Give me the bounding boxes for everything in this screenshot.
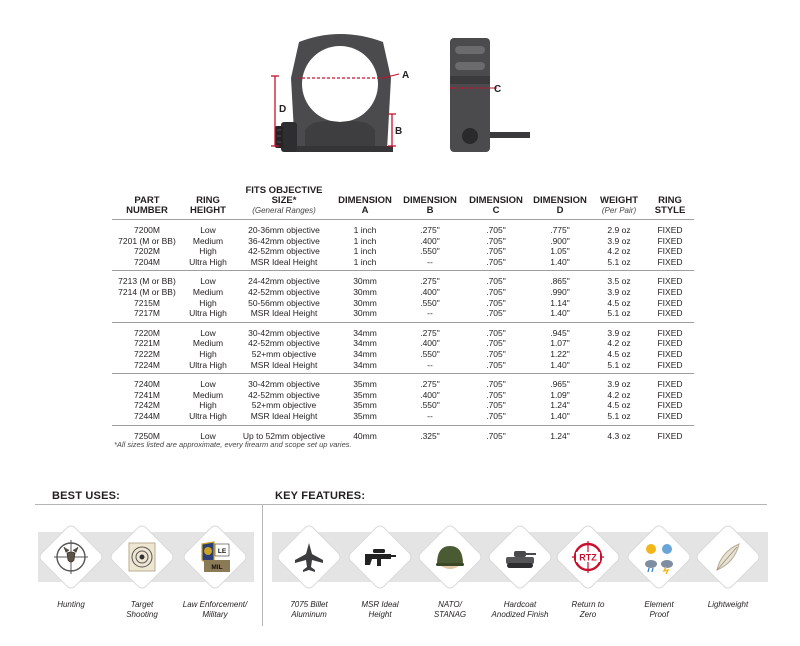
- table-cell: .705": [486, 359, 506, 370]
- table-cell: 3.9 oz: [592, 322, 646, 338]
- table-cell: .705": [486, 348, 506, 359]
- table-row: [112, 308, 694, 322]
- ring-front-view: [275, 34, 393, 152]
- table-cell: 35mm: [353, 389, 377, 400]
- table-cell: 30mm: [334, 271, 396, 287]
- column-header-title: DIMENSION B: [403, 195, 457, 216]
- table-cell: FIXED: [657, 286, 683, 297]
- table-cell: 7241M: [134, 389, 160, 400]
- table-cell: 7244M: [134, 410, 160, 421]
- table-cell: .275": [396, 322, 464, 338]
- table-cell: 7224M: [134, 359, 160, 370]
- table-cell: 1.40": [550, 256, 570, 267]
- table-cell: 42-52mm objective: [248, 338, 320, 349]
- table-cell: MSR Ideal Height: [250, 359, 318, 370]
- table-cell: .705": [486, 410, 506, 421]
- table-cell: 7240M: [112, 374, 182, 390]
- table-cell: .400": [420, 389, 440, 400]
- table-cell: 3.5 oz: [592, 271, 646, 287]
- column-header: [592, 186, 646, 220]
- table-cell: 34mm: [353, 348, 377, 359]
- table-cell: 4.2 oz: [607, 246, 631, 257]
- table-cell: 5.1 oz: [607, 308, 631, 319]
- table-footnote: *All sizes listed are approximate, every firearm and scope set up varies.: [114, 440, 352, 449]
- table-cell: High: [199, 348, 217, 359]
- table-cell: .705": [486, 308, 506, 319]
- table-cell: 7202M: [134, 246, 160, 257]
- column-header: [234, 186, 334, 220]
- table-cell: --: [427, 308, 433, 319]
- table-cell: Ultra High: [189, 308, 227, 319]
- table-cell: 1.07": [550, 338, 570, 349]
- scope-ring-diagram: [255, 18, 545, 168]
- badge-label: Law Enforcement/ Military: [182, 600, 248, 619]
- table-cell: .705": [464, 374, 528, 390]
- table-cell: High: [199, 400, 217, 411]
- table-cell: MSR Ideal Height: [250, 256, 318, 267]
- table-cell: .550": [420, 348, 440, 359]
- table-cell: 7220M: [112, 322, 182, 338]
- table-cell: .705": [464, 322, 528, 338]
- table-cell: 1 inch: [353, 246, 377, 257]
- table-cell: .400": [420, 338, 440, 349]
- jet-label: 7075 Billet Aluminum: [290, 600, 328, 619]
- table-cell: 30-42mm objective: [234, 322, 334, 338]
- helmet-label: NATO/ STANAG: [433, 600, 467, 619]
- table-cell: 7222M: [134, 348, 160, 359]
- dimension-c-label: C: [494, 84, 502, 95]
- ring-spec-table: [112, 186, 694, 444]
- column-header-title: RING HEIGHT: [190, 195, 226, 216]
- best-uses-title: BEST USES:: [52, 490, 121, 502]
- table-row: [112, 400, 694, 411]
- target-icon: [124, 539, 160, 575]
- table-row: [112, 360, 694, 374]
- table-cell: Low: [182, 271, 234, 287]
- table-cell: 52+mm objective: [251, 348, 317, 359]
- table-cell: FIXED: [657, 235, 683, 246]
- table-cell: .705": [464, 425, 528, 444]
- table-cell: --: [427, 410, 433, 421]
- tank-label: Hardcoat Anodized Finish: [491, 600, 549, 619]
- table-cell: 35mm: [334, 374, 396, 390]
- dimension-a-label: A: [402, 70, 410, 81]
- table-cell: 7213 (M or BB): [112, 271, 182, 287]
- table-cell: 1.24": [550, 400, 570, 411]
- table-cell: FIXED: [646, 425, 694, 444]
- table-row: [112, 287, 694, 298]
- table-cell: 42-52mm objective: [248, 286, 320, 297]
- table-cell: FIXED: [646, 374, 694, 390]
- key-features-title: KEY FEATURES:: [275, 490, 366, 502]
- table-cell: MSR Ideal Height: [250, 410, 318, 421]
- table-cell: Low: [182, 374, 234, 390]
- table-cell: 4.2 oz: [607, 389, 631, 400]
- table-cell: .705": [464, 220, 528, 236]
- tank-icon: [502, 539, 538, 575]
- column-header-title: DIMENSION A: [338, 195, 392, 216]
- table-cell: FIXED: [657, 400, 683, 411]
- table-cell: 50-56mm objective: [248, 297, 320, 308]
- table-cell: .945": [528, 322, 592, 338]
- table-cell: 3.9 oz: [607, 235, 631, 246]
- best-uses-rule: [35, 504, 262, 505]
- table-cell: .990": [550, 286, 570, 297]
- column-header-title: DIMENSION D: [533, 195, 587, 216]
- table-cell: --: [427, 256, 433, 267]
- table-cell: 1.40": [550, 359, 570, 370]
- feather-label: Lightweight: [707, 600, 749, 609]
- table-cell: .865": [528, 271, 592, 287]
- table-cell: .705": [486, 235, 506, 246]
- column-header: [334, 186, 396, 220]
- table-cell: .550": [420, 400, 440, 411]
- table-cell: 52+mm objective: [251, 400, 317, 411]
- table-cell: 30mm: [353, 297, 377, 308]
- column-header: [182, 186, 234, 220]
- table-cell: 2.9 oz: [592, 220, 646, 236]
- table-cell: 1.24": [528, 425, 592, 444]
- helmet-icon: [432, 539, 468, 575]
- table-cell: 4.5 oz: [607, 400, 631, 411]
- table-cell: 30mm: [353, 286, 377, 297]
- table-cell: MSR Ideal Height: [250, 308, 318, 319]
- table-cell: 7215M: [134, 297, 160, 308]
- table-cell: 1.22": [550, 348, 570, 359]
- ring-side-view: [450, 38, 530, 152]
- table-cell: 5.1 oz: [607, 359, 631, 370]
- table-cell: FIXED: [646, 322, 694, 338]
- table-cell: FIXED: [657, 389, 683, 400]
- table-row: [112, 257, 694, 271]
- column-header: [112, 186, 182, 220]
- deer-crosshair-label: Hunting: [57, 600, 85, 609]
- table-cell: .705": [486, 338, 506, 349]
- table-cell: 7204M: [134, 256, 160, 267]
- target-label: Target Shooting: [126, 600, 158, 619]
- key-features-rule: [262, 504, 767, 505]
- table-cell: 4.2 oz: [607, 338, 631, 349]
- table-cell: .705": [486, 246, 506, 257]
- table-cell: FIXED: [657, 246, 683, 257]
- table-row: [112, 271, 694, 287]
- table-cell: .775": [528, 220, 592, 236]
- weather-label: Element Proof: [644, 600, 674, 619]
- table-cell: Up to 52mm objective: [234, 425, 334, 444]
- spec-table-header: [112, 186, 694, 220]
- table-cell: 7214 (M or BB): [118, 286, 176, 297]
- table-cell: FIXED: [657, 359, 683, 370]
- table-cell: 1 inch: [353, 256, 377, 267]
- table-cell: Ultra High: [189, 256, 227, 267]
- rtz-label: Return to Zero: [571, 600, 605, 619]
- svg-text:MIL: MIL: [211, 564, 223, 571]
- feather-icon: [710, 539, 746, 575]
- rifle-label: MSR Ideal Height: [361, 600, 399, 619]
- table-cell: --: [427, 359, 433, 370]
- table-row: [112, 246, 694, 257]
- table-cell: .705": [486, 286, 506, 297]
- table-cell: 36-42mm objective: [248, 235, 320, 246]
- table-cell: 34mm: [353, 338, 377, 349]
- table-cell: 1.05": [550, 246, 570, 257]
- table-cell: .705": [464, 271, 528, 287]
- column-header-title: DIMENSION C: [469, 195, 523, 216]
- column-header-subtitle: (Per Pair): [601, 206, 637, 215]
- table-cell: .275": [396, 374, 464, 390]
- table-cell: 3.9 oz: [607, 286, 631, 297]
- table-cell: 20-36mm objective: [234, 220, 334, 236]
- table-cell: .275": [396, 220, 464, 236]
- column-header: [528, 186, 592, 220]
- table-cell: FIXED: [657, 256, 683, 267]
- table-cell: 4.5 oz: [607, 348, 631, 359]
- table-cell: 4.3 oz: [592, 425, 646, 444]
- spec-table-body: [112, 220, 694, 445]
- table-cell: FIXED: [646, 220, 694, 236]
- table-row: [112, 322, 694, 338]
- table-cell: 42-52mm objective: [248, 246, 320, 257]
- table-cell: High: [199, 246, 217, 257]
- table-cell: FIXED: [657, 348, 683, 359]
- table-cell: 1.09": [550, 389, 570, 400]
- table-cell: Medium: [192, 235, 224, 246]
- table-cell: 1.40": [550, 308, 570, 319]
- weather-icon: [641, 539, 677, 575]
- table-cell: .705": [486, 389, 506, 400]
- table-cell: Medium: [192, 338, 224, 349]
- table-cell: Ultra High: [189, 410, 227, 421]
- column-header: [396, 186, 464, 220]
- deer-crosshair-icon: [53, 539, 89, 575]
- table-cell: 7242M: [134, 400, 160, 411]
- table-row: [112, 411, 694, 425]
- table-cell: 24-42mm objective: [234, 271, 334, 287]
- table-cell: .900": [550, 235, 570, 246]
- svg-text:LE: LE: [217, 548, 227, 555]
- table-row: [112, 236, 694, 247]
- section-divider: [262, 504, 263, 626]
- table-cell: .705": [486, 297, 506, 308]
- table-cell: 30-42mm objective: [234, 374, 334, 390]
- table-cell: 4.5 oz: [607, 297, 631, 308]
- table-cell: 30mm: [353, 308, 377, 319]
- table-cell: 7200M: [112, 220, 182, 236]
- table-row: [112, 390, 694, 401]
- table-cell: .705": [486, 400, 506, 411]
- column-header-subtitle: (General Ranges): [252, 206, 316, 215]
- column-header-title: RING STYLE: [654, 195, 686, 216]
- table-cell: Low: [182, 322, 234, 338]
- table-cell: 42-52mm objective: [248, 389, 320, 400]
- jet-icon: [291, 539, 327, 575]
- rtz-icon: [570, 539, 606, 575]
- column-header-title: PART NUMBER: [126, 195, 168, 216]
- table-cell: 7250M: [112, 425, 182, 444]
- table-cell: .550": [420, 297, 440, 308]
- table-cell: 3.9 oz: [592, 374, 646, 390]
- svg-text:RTZ: RTZ: [579, 552, 597, 563]
- table-cell: 1.14": [550, 297, 570, 308]
- table-cell: FIXED: [657, 410, 683, 421]
- table-cell: .965": [528, 374, 592, 390]
- ring-dimension-drawing: [255, 18, 545, 168]
- table-cell: FIXED: [646, 271, 694, 287]
- table-cell: .325": [396, 425, 464, 444]
- table-cell: FIXED: [657, 308, 683, 319]
- column-header: [464, 186, 528, 220]
- table-cell: Ultra High: [189, 359, 227, 370]
- table-cell: 1 inch: [353, 235, 377, 246]
- table-cell: 1 inch: [334, 220, 396, 236]
- table-cell: .400": [420, 235, 440, 246]
- table-cell: 34mm: [353, 359, 377, 370]
- table-cell: High: [199, 297, 217, 308]
- table-cell: 7221M: [134, 338, 160, 349]
- badge-icon: [197, 539, 233, 575]
- table-row: [112, 298, 694, 309]
- table-cell: 35mm: [353, 400, 377, 411]
- column-header-title: FITS OBJECTIVE SIZE*: [245, 185, 323, 206]
- table-cell: 1.40": [550, 410, 570, 421]
- table-cell: Medium: [192, 286, 224, 297]
- table-row: [112, 374, 694, 390]
- table-cell: Low: [182, 425, 234, 444]
- table-cell: 34mm: [334, 322, 396, 338]
- table-cell: Medium: [192, 389, 224, 400]
- table-cell: 40mm: [334, 425, 396, 444]
- column-header-title: WEIGHT: [600, 195, 638, 206]
- rifle-icon: [362, 539, 398, 575]
- table-cell: 5.1 oz: [607, 256, 631, 267]
- table-cell: .705": [486, 256, 506, 267]
- table-row: [112, 349, 694, 360]
- dimension-b-label: B: [395, 126, 403, 137]
- table-cell: FIXED: [657, 338, 683, 349]
- dimension-d-label: D: [279, 104, 287, 115]
- table-cell: Low: [182, 220, 234, 236]
- table-cell: .400": [420, 286, 440, 297]
- column-header: [646, 186, 694, 220]
- table-cell: 7201 (M or BB): [118, 235, 176, 246]
- table-row: [112, 220, 694, 236]
- table-cell: 35mm: [353, 410, 377, 421]
- table-cell: .550": [420, 246, 440, 257]
- table-cell: 5.1 oz: [607, 410, 631, 421]
- table-cell: 7217M: [134, 308, 160, 319]
- table-row: [112, 338, 694, 349]
- table-cell: .275": [396, 271, 464, 287]
- table-cell: FIXED: [657, 297, 683, 308]
